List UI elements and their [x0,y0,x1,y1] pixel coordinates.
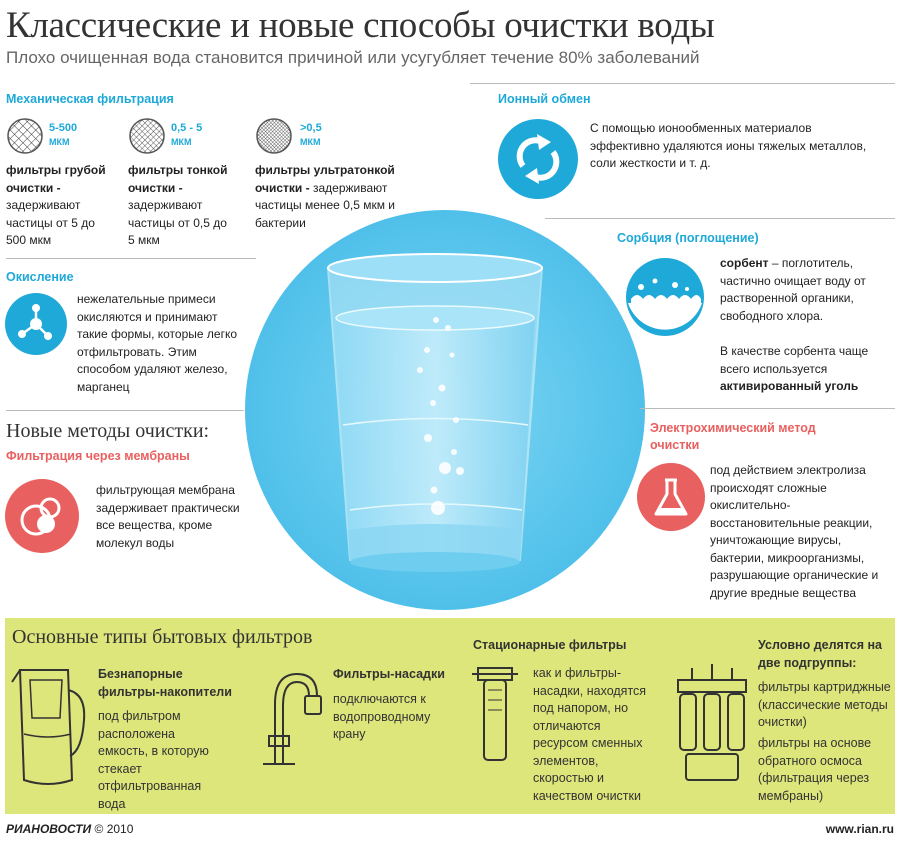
filter-unit: МКМ [49,137,70,147]
ion-text: С помощью ионообменных материалов эффективно удаляются ионы тяжелых металлов, соли жесткости и т. д. [590,121,867,170]
sorption-desc: – поглотитель, частично очищает воду от растворенной органики, свободного хлора. [720,256,866,323]
filter-desc: задерживают частицы от 0,5 до 5 мкм [128,198,227,247]
electro-heading: Электрохимический метод очистки [650,421,816,452]
sorption-desc2: В качестве сорбента чаще всего используется [720,344,869,376]
sorption-bold2: активированный уголь [720,379,859,393]
divider [6,410,244,411]
footer-brand [6,822,133,836]
tap-text: подключаются к водопроводному крану [333,692,431,741]
molecule-icon [4,292,68,356]
tap-title: Фильтры-насадки [333,667,445,681]
oxidation-text: нежелательные примеси окисляются и принимают такие формы, которые легко отфильтровать. Этим способом удаляют железо, марганец [77,292,238,394]
footer-url[interactable]: www.rian.ru [825,822,894,836]
copyright: © 2010 [94,822,134,836]
pitcher-text: под фильтром расположена емкость, в которую стекает отфильтрованная вода [98,709,209,811]
page-title: Классические и новые способы очистки воды [6,5,715,46]
new-methods-heading: Новые методы очистки: [6,420,210,442]
fine-filter-block [128,162,233,250]
filter-name: фильтры грубой очистки - [6,163,106,195]
pitcher-title: Безнапорные фильтры-накопители [98,667,232,699]
fine-mesh-icon [128,117,166,155]
filter-name: фильтры тонкой очистки - [128,163,228,195]
filter-desc: задерживают частицы от 5 до 500 мкм [6,198,95,247]
sorption-text1 [720,255,880,325]
ion-heading: Ионный обмен [498,92,591,106]
sorption-bold: сорбент [720,256,769,270]
sorption-text2 [720,343,892,396]
coarse-mesh-icon [6,117,44,155]
exchange-arrows-icon [497,118,579,200]
membrane-text: фильтрующая мембрана задерживает практически все вещества, кроме молекул воды [96,483,240,550]
electro-text: под действием электролиза происходят сложные окислительно-восстановительные реакции, уничтожающие вирусы, бактерии, микроорганизмы, разрушающие органические и другие вредные вещества [710,463,879,600]
filter-desc: задерживают частицы менее 0,5 мкм и бактерии [255,180,395,230]
water-glass-illustration [230,200,670,610]
pitcher-icon [8,660,88,800]
membrane-icon [4,478,80,554]
sorbent-icon [625,257,705,337]
divider [470,83,895,84]
flask-icon [636,462,706,532]
divider [640,408,895,409]
tap-filter-icon [255,664,330,774]
ultrafine-filter-block [255,162,435,232]
sorption-heading: Сорбция (поглощение) [617,231,759,245]
group-cartridge: фильтры картриджные (классические методы очистки) [758,680,891,729]
divider [545,218,895,219]
filter-size: 5-500 [49,122,78,134]
household-heading: Основные типы бытовых фильтров [12,626,313,648]
filter-unit: МКМ [300,137,321,147]
filter-size: 0,5 - 5 [171,122,203,134]
coarse-filter-block [6,162,111,250]
filter-unit: МКМ [171,137,192,147]
ultrafine-mesh-icon [255,117,293,155]
filter-name: фильтры ультратонкой очистки - [255,163,395,195]
reverse-osmosis-icon [672,660,752,785]
divider [6,258,256,259]
oxidation-heading: Окисление [6,270,74,284]
stationary-filter-icon [470,660,520,780]
stationary-text: как и фильтры-насадки, находятся под напором, но отличаются ресурсом сменных элементов, скоростью и качеством очистки [533,666,647,803]
brand-logo: РИАНОВОСТИ [6,822,92,836]
mechanical-heading: Механическая фильтрация [6,92,174,106]
filter-size: >0,5 [300,122,322,134]
membrane-heading: Фильтрация через мембраны [6,449,190,463]
stationary-title: Стационарные фильтры [473,638,627,652]
groups-title: Условно делятся на две подгруппы: [758,638,882,670]
page-subtitle: Плохо очищенная вода становится причиной или усугубляет течение 80% заболеваний [6,48,700,67]
group-osmosis: фильтры на основе обратного осмоса (фильтрация через мембраны) [758,736,872,803]
